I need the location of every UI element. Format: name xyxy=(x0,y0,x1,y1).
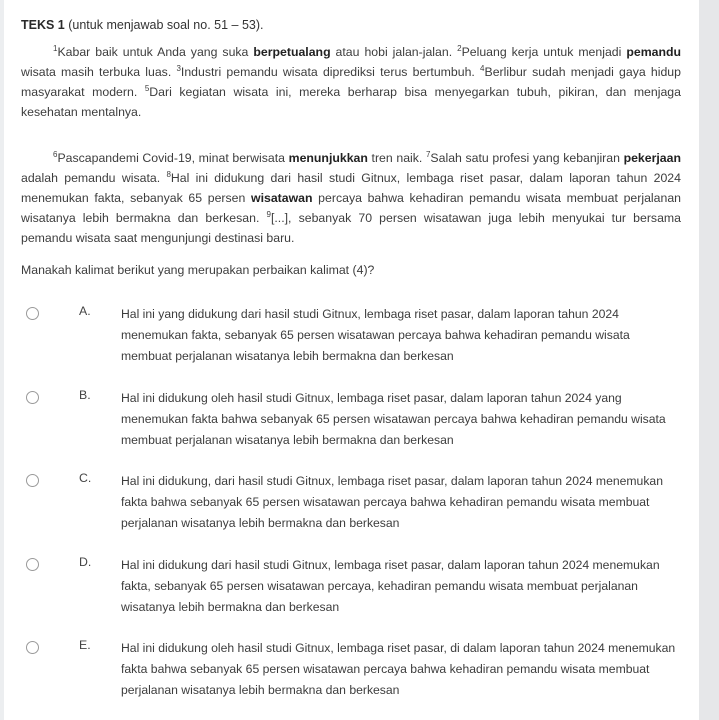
option-text[interactable]: Hal ini didukung oleh hasil studi Gitnux, lembaga riset pasar, dalam laporan tahun 2024 yang menemukan fakta bahwa sebanyak 65 persen wisatawan percaya bahwa kehadiran pemandu wisata membuat perjalanan wisatanya lebih bermakna dan berkesan xyxy=(121,391,666,447)
sentence-text: tren naik. xyxy=(367,151,426,165)
sentence-text: Peluang kerja untuk menjadi xyxy=(461,45,627,59)
option-text[interactable]: Hal ini didukung dari hasil studi Gitnux, lembaga riset pasar, dalam laporan tahun 2024 menemukan fakta, sebanyak 65 persen wisatawan percaya, kehadiran pemandu wisata membuat perjalanan wisatanya lebih bermakna dan berkesan xyxy=(121,558,660,614)
option-text[interactable]: Hal ini didukung oleh hasil studi Gitnux, lembaga riset pasar, di dalam laporan tahun 2024 menemukan fakta bahwa sebanyak 65 persen wisatawan percaya bahwa kehadiran pemandu wisata membuat perjalanan wisatanya lebih bermakna dan berkesan xyxy=(121,641,676,697)
sentence-text: Kabar baik untuk Anda yang suka xyxy=(57,45,254,59)
option-text[interactable]: Hal ini didukung, dari hasil studi Gitnux, lembaga riset pasar, dalam laporan tahun 2024 menemukan fakta bahwa sebanyak 65 persen wisatawan percaya bahwa kehadiran pemandu wisata membuat perjalanan wisatanya lebih bermakna dan berkesan xyxy=(121,474,663,530)
radio-button-icon[interactable] xyxy=(26,641,39,654)
sentence-text: [...], sebanyak 70 persen wisatawan juga lebih menyukai tur bersama pemandu wisata saat mengunjungi destinasi baru. xyxy=(21,211,681,245)
sentence-text: Pascapandemi Covid-19, minat berwisata xyxy=(57,151,289,165)
radio-button-icon[interactable] xyxy=(26,474,39,487)
passage-title-rest: (untuk menjawab soal no. 51 – 53). xyxy=(64,18,264,32)
radio-button-icon[interactable] xyxy=(26,307,39,320)
sentence-text: Salah satu profesi yang kebanjiran xyxy=(430,151,624,165)
sentence-number: 6 xyxy=(53,150,58,159)
left-margin-strip xyxy=(0,0,4,720)
sentence-text: Hal ini didukung dari hasil studi Gitnux, lembaga riset pasar, dalam laporan tahun 2024 menemukan fakta, sebanyak 65 persen xyxy=(21,171,681,205)
sentence-number: 9 xyxy=(266,210,271,219)
passage-title-bold: TEKS 1 xyxy=(21,18,65,32)
bold-word: pemandu xyxy=(626,45,682,59)
passage-paragraph-2 xyxy=(21,148,681,248)
answer-option-a[interactable] xyxy=(21,300,681,364)
sentence-number: 8 xyxy=(166,170,171,179)
bold-word: berpetualang xyxy=(253,45,331,59)
sentence-number: 3 xyxy=(176,64,181,73)
sentence-text: wisata masih terbuka luas. xyxy=(21,65,177,79)
sentence-text: Berlibur sudah menjadi gaya hidup masyarakat modern. xyxy=(21,65,681,99)
sentence-text: adalah pemandu wisata. xyxy=(21,171,167,185)
sentence-number: 5 xyxy=(144,84,150,93)
sentence-text: Dari kegiatan wisata ini, mereka berharap bisa menyegarkan tubuh, pikiran, dan menjaga kesehatan mentalnya. xyxy=(21,85,681,119)
bold-word: menunjukkan xyxy=(288,151,368,165)
option-letter: E. xyxy=(79,638,91,652)
sentence-text: Industri pemandu wisata diprediksi terus bertumbuh. xyxy=(180,65,481,79)
answer-option-c[interactable] xyxy=(21,467,681,531)
option-letter: C. xyxy=(79,471,92,485)
radio-button-icon[interactable] xyxy=(26,391,39,404)
passage-title xyxy=(21,18,264,32)
option-letter: A. xyxy=(79,304,91,318)
option-letter: D. xyxy=(79,555,92,569)
sentence-text: percaya bahwa kehadiran pemandu wisata membuat perjalanan wisatanya lebih bermakna dan berkesan. xyxy=(21,191,681,225)
answer-option-d[interactable] xyxy=(21,551,681,615)
option-text[interactable]: Hal ini yang didukung dari hasil studi Gitnux, lembaga riset pasar, dalam laporan tahun 2024 menemukan fakta, sebanyak 65 persen wisatawan percaya bahwa kehadiran pemandu wisata membuat perjalanan wisatanya lebih bermakna dan berkesan xyxy=(121,307,630,363)
bold-word: wisatawan xyxy=(251,191,313,205)
question-prompt: Manakah kalimat berikut yang merupakan perbaikan kalimat (4)? xyxy=(21,263,375,277)
answer-option-b[interactable] xyxy=(21,384,681,448)
answer-option-e[interactable] xyxy=(21,634,681,698)
bold-word: pekerjaan xyxy=(623,151,681,165)
sentence-number: 4 xyxy=(480,64,485,73)
passage-paragraph-1 xyxy=(21,42,681,122)
radio-button-icon[interactable] xyxy=(26,558,39,571)
option-letter: B. xyxy=(79,388,91,402)
sentence-number: 7 xyxy=(425,150,431,159)
sentence-number: 1 xyxy=(53,44,58,53)
sentence-number: 2 xyxy=(457,44,462,53)
sentence-text: atau hobi jalan-jalan. xyxy=(330,45,458,59)
right-side-panel xyxy=(699,0,719,720)
